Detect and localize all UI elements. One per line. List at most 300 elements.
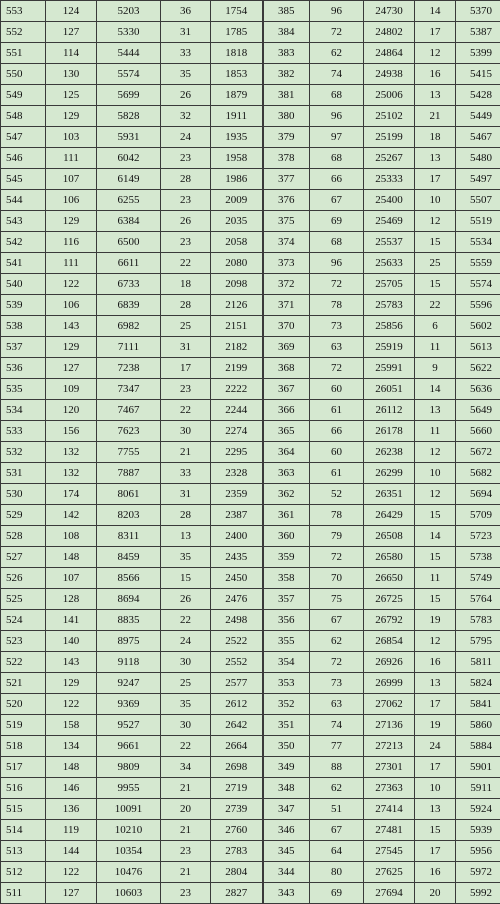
cell-count-left: 144 bbox=[46, 841, 97, 862]
cell-extra-count-right: 12 bbox=[415, 631, 456, 652]
cell-cumulative-right: 27545 bbox=[364, 841, 415, 862]
cell-cumulative-left: 8311 bbox=[97, 526, 161, 547]
cell-cumulative-right: 25991 bbox=[364, 358, 415, 379]
cell-extra-cumulative-left: 2359 bbox=[211, 484, 263, 505]
cell-extra-count-right: 17 bbox=[415, 757, 456, 778]
cell-extra-count-left: 26 bbox=[161, 589, 211, 610]
cell-extra-count-left: 13 bbox=[161, 526, 211, 547]
cell-cumulative-left: 7755 bbox=[97, 442, 161, 463]
cell-score-right: 385 bbox=[263, 1, 310, 22]
cell-score-left: 550 bbox=[1, 64, 46, 85]
cell-cumulative-right: 25006 bbox=[364, 85, 415, 106]
cell-score-right: 347 bbox=[263, 799, 310, 820]
cell-cumulative-right: 25333 bbox=[364, 169, 415, 190]
cell-score-left: 527 bbox=[1, 547, 46, 568]
cell-count-right: 78 bbox=[310, 295, 364, 316]
cell-cumulative-left: 5444 bbox=[97, 43, 161, 64]
cell-count-right: 96 bbox=[310, 1, 364, 22]
cell-extra-count-right: 15 bbox=[415, 505, 456, 526]
cell-cumulative-left: 10603 bbox=[97, 883, 161, 904]
cell-extra-cumulative-right: 5672 bbox=[456, 442, 500, 463]
cell-extra-cumulative-left: 2450 bbox=[211, 568, 263, 589]
cell-extra-cumulative-left: 2058 bbox=[211, 232, 263, 253]
cell-extra-cumulative-left: 2719 bbox=[211, 778, 263, 799]
cell-extra-cumulative-right: 5415 bbox=[456, 64, 500, 85]
cell-score-right: 357 bbox=[263, 589, 310, 610]
cell-score-left: 512 bbox=[1, 862, 46, 883]
table-row bbox=[1, 295, 500, 316]
cell-extra-count-left: 21 bbox=[161, 820, 211, 841]
cell-extra-count-left: 23 bbox=[161, 841, 211, 862]
cell-cumulative-right: 27136 bbox=[364, 715, 415, 736]
cell-extra-cumulative-right: 5622 bbox=[456, 358, 500, 379]
cell-score-left: 546 bbox=[1, 148, 46, 169]
table-row bbox=[1, 106, 500, 127]
cell-extra-count-left: 17 bbox=[161, 358, 211, 379]
cell-score-left: 524 bbox=[1, 610, 46, 631]
cell-score-left: 514 bbox=[1, 820, 46, 841]
cell-cumulative-right: 26999 bbox=[364, 673, 415, 694]
cell-cumulative-left: 9118 bbox=[97, 652, 161, 673]
cell-cumulative-left: 7887 bbox=[97, 463, 161, 484]
cell-extra-count-right: 13 bbox=[415, 799, 456, 820]
cell-extra-cumulative-left: 2199 bbox=[211, 358, 263, 379]
cell-extra-count-left: 26 bbox=[161, 85, 211, 106]
table-row bbox=[1, 652, 500, 673]
cell-extra-count-left: 35 bbox=[161, 64, 211, 85]
cell-count-right: 97 bbox=[310, 127, 364, 148]
cell-cumulative-right: 25919 bbox=[364, 337, 415, 358]
cell-count-right: 72 bbox=[310, 358, 364, 379]
cell-extra-count-right: 24 bbox=[415, 736, 456, 757]
cell-cumulative-left: 5330 bbox=[97, 22, 161, 43]
cell-cumulative-right: 26178 bbox=[364, 421, 415, 442]
cell-extra-cumulative-left: 2244 bbox=[211, 400, 263, 421]
table-row bbox=[1, 442, 500, 463]
cell-extra-count-right: 14 bbox=[415, 1, 456, 22]
cell-extra-cumulative-left: 2328 bbox=[211, 463, 263, 484]
cell-cumulative-right: 27694 bbox=[364, 883, 415, 904]
cell-count-right: 68 bbox=[310, 85, 364, 106]
cell-count-right: 69 bbox=[310, 211, 364, 232]
cell-extra-cumulative-left: 2664 bbox=[211, 736, 263, 757]
cell-extra-count-right: 11 bbox=[415, 568, 456, 589]
cell-count-right: 67 bbox=[310, 190, 364, 211]
cell-extra-count-left: 21 bbox=[161, 778, 211, 799]
cell-extra-count-left: 21 bbox=[161, 442, 211, 463]
cell-cumulative-right: 24730 bbox=[364, 1, 415, 22]
cell-extra-cumulative-left: 2804 bbox=[211, 862, 263, 883]
cell-count-left: 103 bbox=[46, 127, 97, 148]
cell-extra-count-left: 35 bbox=[161, 547, 211, 568]
cell-extra-cumulative-left: 2783 bbox=[211, 841, 263, 862]
cell-cumulative-left: 10354 bbox=[97, 841, 161, 862]
cell-cumulative-right: 27301 bbox=[364, 757, 415, 778]
cell-score-left: 532 bbox=[1, 442, 46, 463]
cell-extra-count-right: 17 bbox=[415, 169, 456, 190]
cell-extra-cumulative-right: 5992 bbox=[456, 883, 500, 904]
cell-extra-count-left: 28 bbox=[161, 505, 211, 526]
cell-count-right: 96 bbox=[310, 253, 364, 274]
cell-extra-count-right: 19 bbox=[415, 715, 456, 736]
cell-cumulative-right: 27213 bbox=[364, 736, 415, 757]
cell-score-left: 549 bbox=[1, 85, 46, 106]
cell-extra-cumulative-right: 5911 bbox=[456, 778, 500, 799]
cell-extra-cumulative-left: 2400 bbox=[211, 526, 263, 547]
cell-extra-cumulative-right: 5428 bbox=[456, 85, 500, 106]
cell-score-right: 353 bbox=[263, 673, 310, 694]
cell-count-right: 67 bbox=[310, 820, 364, 841]
cell-score-left: 537 bbox=[1, 337, 46, 358]
cell-score-right: 371 bbox=[263, 295, 310, 316]
cell-extra-cumulative-right: 5764 bbox=[456, 589, 500, 610]
table-row bbox=[1, 22, 500, 43]
cell-cumulative-left: 6982 bbox=[97, 316, 161, 337]
cell-count-right: 62 bbox=[310, 631, 364, 652]
cell-count-left: 125 bbox=[46, 85, 97, 106]
table-row bbox=[1, 862, 500, 883]
cell-count-left: 119 bbox=[46, 820, 97, 841]
cell-count-left: 130 bbox=[46, 64, 97, 85]
table-row bbox=[1, 463, 500, 484]
cell-score-left: 523 bbox=[1, 631, 46, 652]
cell-score-left: 522 bbox=[1, 652, 46, 673]
table-row bbox=[1, 148, 500, 169]
cell-count-right: 74 bbox=[310, 715, 364, 736]
cell-extra-count-right: 13 bbox=[415, 400, 456, 421]
table-row bbox=[1, 610, 500, 631]
cell-count-left: 106 bbox=[46, 190, 97, 211]
cell-extra-cumulative-left: 2435 bbox=[211, 547, 263, 568]
cell-count-left: 140 bbox=[46, 631, 97, 652]
cell-score-left: 530 bbox=[1, 484, 46, 505]
cell-score-left: 516 bbox=[1, 778, 46, 799]
table-row bbox=[1, 820, 500, 841]
cell-extra-count-right: 12 bbox=[415, 211, 456, 232]
cell-count-right: 80 bbox=[310, 862, 364, 883]
cell-score-right: 376 bbox=[263, 190, 310, 211]
cell-count-left: 174 bbox=[46, 484, 97, 505]
cell-extra-count-right: 6 bbox=[415, 316, 456, 337]
cell-extra-cumulative-left: 2151 bbox=[211, 316, 263, 337]
table-row bbox=[1, 190, 500, 211]
cell-score-left: 544 bbox=[1, 190, 46, 211]
cell-cumulative-left: 5574 bbox=[97, 64, 161, 85]
cell-count-right: 60 bbox=[310, 379, 364, 400]
cell-extra-cumulative-right: 5399 bbox=[456, 43, 500, 64]
cell-cumulative-right: 26508 bbox=[364, 526, 415, 547]
cell-cumulative-left: 9661 bbox=[97, 736, 161, 757]
cell-count-right: 74 bbox=[310, 64, 364, 85]
cell-count-left: 148 bbox=[46, 757, 97, 778]
cell-extra-count-left: 30 bbox=[161, 652, 211, 673]
cell-extra-cumulative-left: 1785 bbox=[211, 22, 263, 43]
cell-count-right: 75 bbox=[310, 589, 364, 610]
cell-count-right: 96 bbox=[310, 106, 364, 127]
table-row bbox=[1, 841, 500, 862]
cell-extra-cumulative-left: 2295 bbox=[211, 442, 263, 463]
cell-score-left: 511 bbox=[1, 883, 46, 904]
cell-cumulative-left: 5828 bbox=[97, 106, 161, 127]
cell-extra-cumulative-right: 5497 bbox=[456, 169, 500, 190]
cell-score-right: 354 bbox=[263, 652, 310, 673]
cell-extra-cumulative-right: 5602 bbox=[456, 316, 500, 337]
cell-cumulative-right: 26238 bbox=[364, 442, 415, 463]
table-row bbox=[1, 211, 500, 232]
cell-count-right: 79 bbox=[310, 526, 364, 547]
cell-count-right: 51 bbox=[310, 799, 364, 820]
cell-extra-cumulative-left: 2642 bbox=[211, 715, 263, 736]
cell-extra-cumulative-right: 5841 bbox=[456, 694, 500, 715]
cell-extra-cumulative-right: 5901 bbox=[456, 757, 500, 778]
table-row bbox=[1, 568, 500, 589]
cell-cumulative-right: 26926 bbox=[364, 652, 415, 673]
cell-extra-count-right: 16 bbox=[415, 652, 456, 673]
cell-extra-cumulative-right: 5783 bbox=[456, 610, 500, 631]
cell-extra-cumulative-left: 2080 bbox=[211, 253, 263, 274]
cell-cumulative-right: 26429 bbox=[364, 505, 415, 526]
cell-score-right: 352 bbox=[263, 694, 310, 715]
cell-extra-cumulative-left: 2739 bbox=[211, 799, 263, 820]
cell-score-left: 539 bbox=[1, 295, 46, 316]
cell-extra-cumulative-left: 2182 bbox=[211, 337, 263, 358]
cell-score-right: 383 bbox=[263, 43, 310, 64]
cell-extra-cumulative-left: 2222 bbox=[211, 379, 263, 400]
cell-cumulative-right: 24864 bbox=[364, 43, 415, 64]
table-row bbox=[1, 169, 500, 190]
cell-cumulative-right: 27625 bbox=[364, 862, 415, 883]
cell-score-left: 521 bbox=[1, 673, 46, 694]
cell-cumulative-left: 10210 bbox=[97, 820, 161, 841]
cell-count-left: 128 bbox=[46, 589, 97, 610]
table-row bbox=[1, 253, 500, 274]
cell-cumulative-left: 9369 bbox=[97, 694, 161, 715]
cell-count-left: 127 bbox=[46, 22, 97, 43]
cell-extra-count-left: 30 bbox=[161, 421, 211, 442]
cell-score-right: 378 bbox=[263, 148, 310, 169]
cell-extra-count-left: 22 bbox=[161, 400, 211, 421]
cell-count-right: 70 bbox=[310, 568, 364, 589]
cell-score-left: 526 bbox=[1, 568, 46, 589]
cell-score-right: 362 bbox=[263, 484, 310, 505]
table-row bbox=[1, 274, 500, 295]
cell-extra-count-right: 14 bbox=[415, 526, 456, 547]
cell-cumulative-left: 9955 bbox=[97, 778, 161, 799]
cell-score-right: 355 bbox=[263, 631, 310, 652]
cell-extra-count-left: 23 bbox=[161, 190, 211, 211]
cell-extra-cumulative-right: 5480 bbox=[456, 148, 500, 169]
cell-cumulative-right: 26580 bbox=[364, 547, 415, 568]
cell-count-right: 69 bbox=[310, 883, 364, 904]
cell-extra-count-left: 31 bbox=[161, 337, 211, 358]
table-row bbox=[1, 631, 500, 652]
cell-score-right: 351 bbox=[263, 715, 310, 736]
cell-score-left: 534 bbox=[1, 400, 46, 421]
cell-count-left: 143 bbox=[46, 652, 97, 673]
cell-cumulative-right: 26792 bbox=[364, 610, 415, 631]
cell-score-left: 540 bbox=[1, 274, 46, 295]
cell-count-left: 129 bbox=[46, 337, 97, 358]
cell-count-left: 132 bbox=[46, 463, 97, 484]
cell-count-left: 107 bbox=[46, 169, 97, 190]
cell-extra-cumulative-left: 2577 bbox=[211, 673, 263, 694]
cell-cumulative-right: 25856 bbox=[364, 316, 415, 337]
table-row bbox=[1, 547, 500, 568]
cell-extra-cumulative-left: 2522 bbox=[211, 631, 263, 652]
cell-extra-count-right: 15 bbox=[415, 274, 456, 295]
cell-cumulative-right: 25199 bbox=[364, 127, 415, 148]
cell-count-left: 158 bbox=[46, 715, 97, 736]
cell-cumulative-right: 25705 bbox=[364, 274, 415, 295]
cell-cumulative-right: 26854 bbox=[364, 631, 415, 652]
cell-extra-cumulative-right: 5660 bbox=[456, 421, 500, 442]
cell-score-left: 548 bbox=[1, 106, 46, 127]
cell-extra-count-right: 15 bbox=[415, 547, 456, 568]
cell-cumulative-right: 27363 bbox=[364, 778, 415, 799]
cell-extra-cumulative-right: 5860 bbox=[456, 715, 500, 736]
table-row bbox=[1, 421, 500, 442]
table-row bbox=[1, 694, 500, 715]
cell-extra-count-right: 13 bbox=[415, 148, 456, 169]
cell-count-right: 62 bbox=[310, 43, 364, 64]
cell-count-right: 64 bbox=[310, 841, 364, 862]
cell-score-right: 372 bbox=[263, 274, 310, 295]
cell-extra-count-left: 20 bbox=[161, 799, 211, 820]
table-row bbox=[1, 757, 500, 778]
cell-score-left: 538 bbox=[1, 316, 46, 337]
cell-cumulative-right: 27414 bbox=[364, 799, 415, 820]
cell-extra-count-left: 15 bbox=[161, 568, 211, 589]
cell-extra-cumulative-right: 5387 bbox=[456, 22, 500, 43]
cell-score-right: 381 bbox=[263, 85, 310, 106]
cell-score-left: 535 bbox=[1, 379, 46, 400]
table-row bbox=[1, 232, 500, 253]
cell-score-right: 365 bbox=[263, 421, 310, 442]
cell-extra-count-right: 17 bbox=[415, 694, 456, 715]
cell-count-right: 77 bbox=[310, 736, 364, 757]
cell-cumulative-left: 9247 bbox=[97, 673, 161, 694]
cell-cumulative-left: 8694 bbox=[97, 589, 161, 610]
cell-score-left: 551 bbox=[1, 43, 46, 64]
cell-score-left: 518 bbox=[1, 736, 46, 757]
cell-extra-cumulative-right: 5519 bbox=[456, 211, 500, 232]
cell-score-right: 363 bbox=[263, 463, 310, 484]
cell-extra-count-right: 10 bbox=[415, 778, 456, 799]
cell-count-right: 73 bbox=[310, 673, 364, 694]
cell-extra-cumulative-right: 5709 bbox=[456, 505, 500, 526]
cell-extra-count-right: 11 bbox=[415, 421, 456, 442]
cell-cumulative-right: 25783 bbox=[364, 295, 415, 316]
cell-cumulative-left: 5699 bbox=[97, 85, 161, 106]
cell-cumulative-left: 8061 bbox=[97, 484, 161, 505]
cell-count-left: 114 bbox=[46, 43, 97, 64]
cell-score-right: 356 bbox=[263, 610, 310, 631]
cell-count-right: 88 bbox=[310, 757, 364, 778]
cell-count-left: 106 bbox=[46, 295, 97, 316]
cell-extra-count-left: 23 bbox=[161, 883, 211, 904]
cell-score-right: 358 bbox=[263, 568, 310, 589]
cell-cumulative-left: 9527 bbox=[97, 715, 161, 736]
cell-count-right: 78 bbox=[310, 505, 364, 526]
cell-cumulative-left: 6255 bbox=[97, 190, 161, 211]
cell-score-right: 344 bbox=[263, 862, 310, 883]
table-row bbox=[1, 379, 500, 400]
cell-extra-count-left: 22 bbox=[161, 736, 211, 757]
cell-cumulative-right: 26051 bbox=[364, 379, 415, 400]
table-row bbox=[1, 400, 500, 421]
cell-extra-cumulative-left: 1911 bbox=[211, 106, 263, 127]
cell-count-right: 72 bbox=[310, 547, 364, 568]
cell-extra-cumulative-left: 2760 bbox=[211, 820, 263, 841]
cell-score-right: 384 bbox=[263, 22, 310, 43]
cell-extra-cumulative-left: 1986 bbox=[211, 169, 263, 190]
cell-cumulative-left: 8459 bbox=[97, 547, 161, 568]
cell-score-right: 359 bbox=[263, 547, 310, 568]
cell-extra-count-left: 25 bbox=[161, 673, 211, 694]
cell-cumulative-right: 25537 bbox=[364, 232, 415, 253]
cell-count-left: 111 bbox=[46, 253, 97, 274]
table-row bbox=[1, 673, 500, 694]
cell-count-left: 129 bbox=[46, 673, 97, 694]
cell-extra-count-right: 21 bbox=[415, 106, 456, 127]
cell-count-right: 72 bbox=[310, 22, 364, 43]
cell-extra-count-right: 18 bbox=[415, 127, 456, 148]
cell-extra-cumulative-right: 5649 bbox=[456, 400, 500, 421]
cell-score-left: 513 bbox=[1, 841, 46, 862]
cell-extra-count-left: 21 bbox=[161, 862, 211, 883]
cell-extra-cumulative-right: 5884 bbox=[456, 736, 500, 757]
cell-extra-count-right: 14 bbox=[415, 379, 456, 400]
cell-count-left: 146 bbox=[46, 778, 97, 799]
cell-score-right: 380 bbox=[263, 106, 310, 127]
cell-extra-cumulative-left: 2827 bbox=[211, 883, 263, 904]
cell-extra-count-right: 16 bbox=[415, 64, 456, 85]
cell-count-right: 62 bbox=[310, 778, 364, 799]
cell-extra-cumulative-left: 2698 bbox=[211, 757, 263, 778]
cell-extra-cumulative-right: 5559 bbox=[456, 253, 500, 274]
cell-extra-count-left: 34 bbox=[161, 757, 211, 778]
cell-extra-count-left: 23 bbox=[161, 232, 211, 253]
table-row bbox=[1, 127, 500, 148]
cell-extra-count-left: 31 bbox=[161, 22, 211, 43]
cell-cumulative-left: 5203 bbox=[97, 1, 161, 22]
cell-score-right: 379 bbox=[263, 127, 310, 148]
cell-extra-cumulative-left: 2274 bbox=[211, 421, 263, 442]
cell-cumulative-left: 7623 bbox=[97, 421, 161, 442]
cell-extra-count-right: 20 bbox=[415, 883, 456, 904]
cell-count-right: 61 bbox=[310, 463, 364, 484]
cell-count-left: 134 bbox=[46, 736, 97, 757]
cell-cumulative-left: 7238 bbox=[97, 358, 161, 379]
cell-cumulative-right: 26351 bbox=[364, 484, 415, 505]
cell-cumulative-right: 24938 bbox=[364, 64, 415, 85]
cell-extra-count-left: 23 bbox=[161, 379, 211, 400]
cell-count-left: 143 bbox=[46, 316, 97, 337]
cell-count-right: 63 bbox=[310, 694, 364, 715]
cell-extra-cumulative-right: 5682 bbox=[456, 463, 500, 484]
cell-count-right: 68 bbox=[310, 232, 364, 253]
cell-score-right: 366 bbox=[263, 400, 310, 421]
cell-cumulative-right: 26112 bbox=[364, 400, 415, 421]
cell-extra-cumulative-right: 5824 bbox=[456, 673, 500, 694]
table-row bbox=[1, 64, 500, 85]
cell-score-left: 519 bbox=[1, 715, 46, 736]
cell-cumulative-left: 10091 bbox=[97, 799, 161, 820]
table-row bbox=[1, 505, 500, 526]
cell-cumulative-left: 9809 bbox=[97, 757, 161, 778]
cell-count-left: 141 bbox=[46, 610, 97, 631]
cell-score-left: 545 bbox=[1, 169, 46, 190]
